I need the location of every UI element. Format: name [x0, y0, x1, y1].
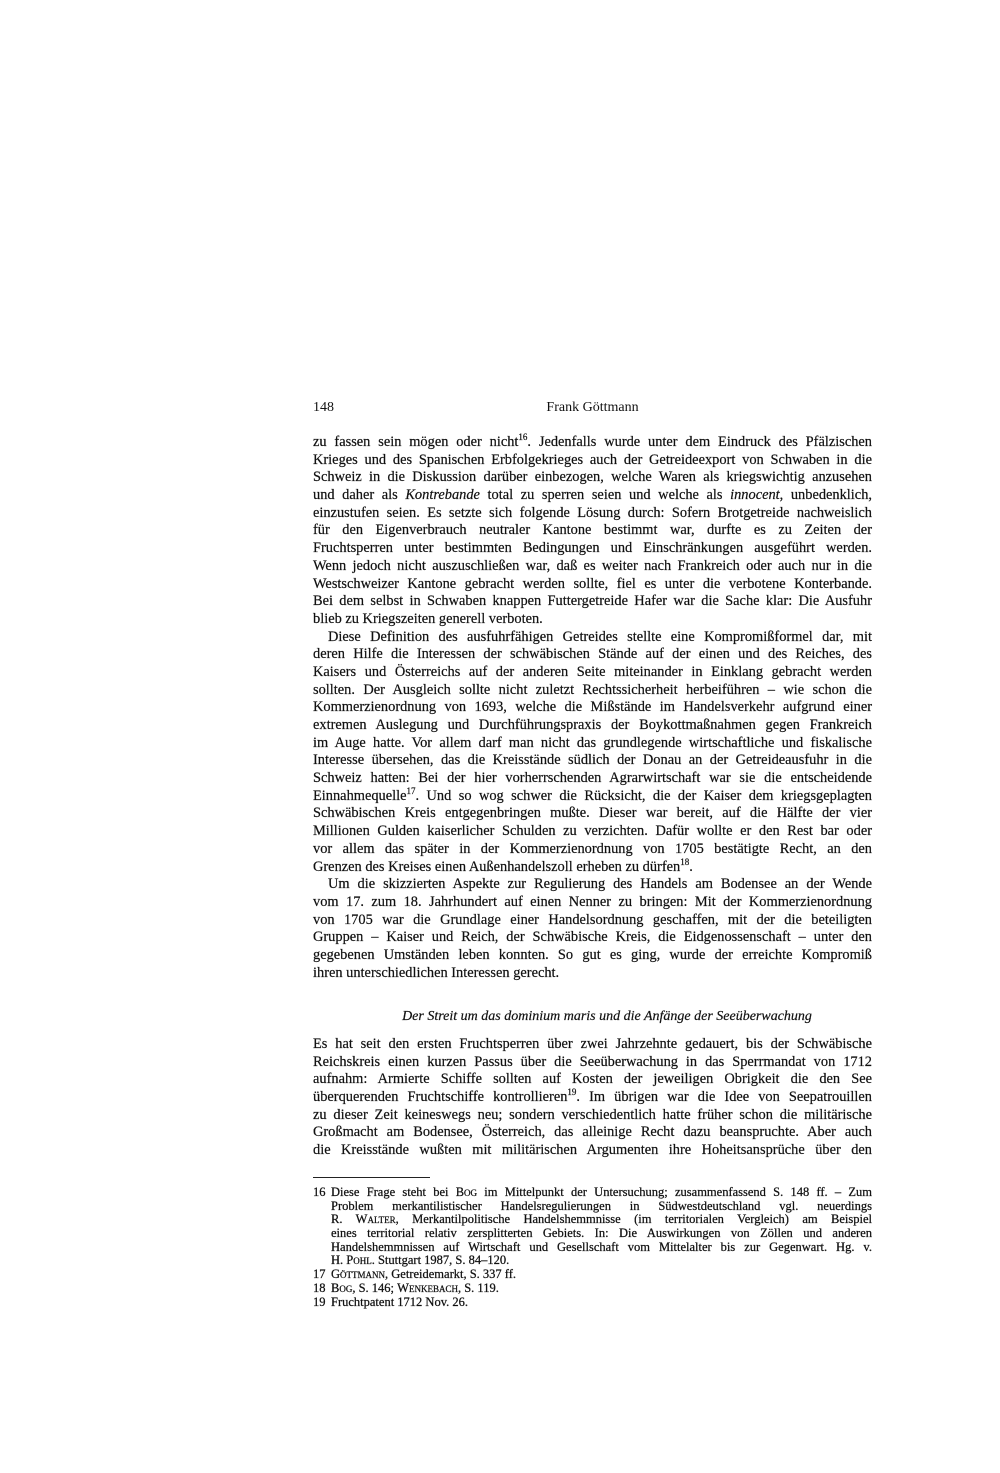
- footnote: [313, 1186, 872, 1268]
- text-line: [313, 434, 872, 452]
- footnote-line: [331, 1213, 872, 1227]
- cited-author: H. Pohl: [331, 1253, 372, 1268]
- footnotes: [313, 1186, 872, 1309]
- footnote-line: [331, 1186, 872, 1200]
- footnote-ref: 19: [567, 1087, 577, 1098]
- body-paragraph: [313, 876, 872, 982]
- footnote-line: [331, 1268, 872, 1282]
- text-line: einzustufen seien. Es setzte sich folgende Lösung durch: Sofern Brotgetreide nachweislich: [313, 504, 872, 521]
- text-line: Es hat seit den ersten Fruchtsperren über zwei Jahrzehnte gedauert, bis der Schwäbische: [313, 1036, 872, 1052]
- footnote-line: [331, 1254, 872, 1268]
- text-line: die Kreisstände wußten mit militärischen Argumenten ihre Hoheitsansprüche über den: [313, 1142, 872, 1159]
- text-line: Schweiz in die Diskussion darüber einbezogen, welche Waren als kriegswichtig anzusehen: [313, 469, 872, 486]
- text-run: im Mittelpunkt der Untersuchung; zusammenfassend S. 148 ff. – Zum: [477, 1185, 872, 1199]
- text-run: , Merkantilpolitische Handelshemmnisse (im territorialen Vergleich) am Beispiel: [395, 1212, 872, 1227]
- text-line: Interesse übersehen, das die Kreisstände südlich der Donau an der Getreideausfuhr in die: [313, 752, 872, 769]
- text-line: Bei dem selbst in Schwaben knappen Futtergetreide Hafer war die Sache klar: Die Ausfuhr: [313, 593, 872, 610]
- text-line: zu dieser Zeit keineswegs neu; sondern verschiedentlich hatte früher schon die militärische: [313, 1106, 872, 1123]
- text-line: für den Eigenverbrauch neutraler Kantone bestimmt war, durfte es zu Zeiten der: [313, 522, 872, 539]
- text-run: total zu sperren seien und welche als: [479, 487, 731, 504]
- footnote-line: Fruchtpatent 1712 Nov. 26.: [331, 1294, 469, 1309]
- main-text: [313, 434, 872, 982]
- footnote-line: [331, 1282, 872, 1296]
- text-run: . Und so wog schwer die Rücksicht, die der Kaiser dem kriegsgeplagten: [415, 787, 872, 804]
- text-line: Schweiz hatten: Bei der hier vorherrschenden Agrarwirtschaft war sie die entscheidende: [313, 770, 872, 787]
- text-line: Gruppen – Kaiser und Reich, der Schwäbische Kreis, die Eidgenossenschaft – unter den: [313, 929, 872, 946]
- text-line: Westschweizer Kantone gebracht werden sollte, fiel es unter die verbotene Konterbande.: [313, 575, 872, 592]
- footnote-ref: 16: [518, 432, 528, 442]
- footnote-line: Problem merkantilistischer Handelsregulierungen in Südwestdeutschland vgl. neuerdings: [331, 1198, 872, 1213]
- cited-author: Bog: [331, 1280, 353, 1295]
- text-line: Reichskreis einen kurzen Passus über die Seeüberwachung in das Sperrmandat von 1712: [313, 1053, 872, 1070]
- text-run: , S. 146;: [352, 1280, 398, 1295]
- text-line: Wenn jedoch nicht auszuschließen war, daß es weiter nach Frankreich oder auch nur in die: [313, 557, 872, 574]
- text-run: Grenzen des Kreises einen Außenhandelszoll erheben zu dürfen: [313, 858, 681, 875]
- page-number: 148: [313, 400, 334, 415]
- text-line: im Auge hatte. Vor allem darf man nicht das grundlegende wirtschaftliche und fiskalische: [313, 734, 872, 751]
- footnote: [313, 1268, 872, 1282]
- text-line: [313, 856, 872, 877]
- text-run: überquerenden Fruchtschiffe kontrollieren: [313, 1089, 568, 1106]
- footnote-number: 19: [313, 1294, 326, 1309]
- text-line: von 1705 war die Grundlage einer Handelsordnung geschaffen, mit der die beteiligten: [313, 911, 872, 928]
- text-line: Schwäbischen Kreis entgegenbringen mußte. Dieser war bereit, auf die Hälfte der vier: [313, 805, 872, 822]
- section-heading: Der Streit um das dominium maris und die Anfänge der Seeüberwachung: [402, 1009, 812, 1024]
- footnote-number: 18: [313, 1280, 326, 1295]
- italic-term: Kontrebande: [405, 487, 480, 504]
- text-line: Millionen Gulden kaiserlicher Schulden zu verzichten. Dafür wollte er den Rest bar oder: [313, 823, 872, 840]
- text-line: deren Hilfe die Interessen der schwäbischen Stände auf der einen und des Reiches, des: [313, 646, 872, 663]
- footnote-line: eines territorial relativ zersplitterten Gebiets. In: Die Auswirkungen von Zöllen und anderen: [331, 1226, 872, 1241]
- text-line: Krieges und des Spanischen Erbfolgekrieges auch der Getreideexport von Schwaben in die: [313, 451, 872, 468]
- page-header: [313, 400, 872, 416]
- text-line: [313, 1089, 872, 1107]
- text-line: [313, 487, 872, 505]
- text-run: Diese Frage steht bei: [331, 1185, 456, 1199]
- footnote-rule: [313, 1177, 430, 1178]
- text-run: Einnahmequelle: [313, 787, 407, 804]
- text-line: gegebenen Umständen leben konnten. So gut es ging, wurde der erreichte Kompromiß: [313, 946, 872, 963]
- text-line: sollten. Der Ausgleich sollte nicht zuletzt Rechtssicherheit herbeiführen – wie schon die: [313, 681, 872, 698]
- text-line: [313, 785, 872, 806]
- footnote-ref: 17: [406, 785, 416, 796]
- text-run: . Stuttgart 1987, S. 84–120.: [371, 1253, 510, 1268]
- footnote: [313, 1296, 872, 1310]
- text-run: zu fassen sein mögen oder nicht: [313, 434, 519, 450]
- footnote: [313, 1282, 872, 1296]
- text-line: Kaisers und Österreichs auf der anderen Seite miteinander in Einklang gebracht werden: [313, 663, 872, 680]
- italic-term: innocent: [730, 487, 780, 504]
- text-run: . Im übrigen war die Idee von Seepatrouillen: [576, 1089, 872, 1106]
- footnote-line: Handelshemmnissen auf Wirtschaft und Gesellschaft vom Mittelalter bis zur Gegenwart. Hg. v.: [331, 1239, 872, 1254]
- text-run: , S. 119.: [457, 1280, 499, 1295]
- text-line: Um die skizzierten Aspekte zur Regulierung des Handels am Bodensee an der Wende: [328, 876, 872, 893]
- text-run: und daher als: [313, 487, 406, 504]
- text-run: , Getreidemarkt, S. 337 ff.: [385, 1267, 517, 1282]
- text-run: . Jedenfalls wurde unter dem Eindruck des Pfälzischen: [527, 434, 872, 450]
- text-line: vor allem das später in der Kommerzienordnung von 1705 bestätigte Recht, an den: [313, 840, 872, 857]
- text-line: Großmacht am Bodensee, Österreich, das alleinige Recht dazu beanspruchte. Aber auch: [313, 1124, 872, 1141]
- running-head-author: Frank Göttmann: [546, 400, 639, 415]
- section-text: [313, 1036, 872, 1160]
- text-line: vom 17. zum 18. Jahrhundert auf einen Nenner zu bringen: Mit der Kommerzienordnung: [313, 893, 872, 910]
- footnote-ref: 18: [680, 856, 690, 867]
- text-line: blieb zu Kriegszeiten generell verboten.: [313, 610, 543, 627]
- cited-author: Göttmann: [331, 1267, 386, 1282]
- text-run: .: [689, 858, 693, 875]
- body-paragraph: [313, 1036, 872, 1160]
- cited-author: R. Walter: [331, 1212, 396, 1227]
- text-line: Kommerzienordnung von 1693, welche die Mißstände im Handelsverkehr aufgrund einer: [313, 699, 872, 716]
- cited-author: Bog: [455, 1185, 478, 1199]
- cited-author: Wenkebach: [397, 1280, 458, 1295]
- body-paragraph: [313, 629, 872, 877]
- text-line: ihren unterschiedlichen Interessen gerecht.: [313, 964, 560, 981]
- text-line: Fruchtsperren unter bestimmten Bedingungen und Einschränkungen ausgeführt werden.: [313, 540, 872, 557]
- text-run: , unbedenklich,: [779, 487, 872, 504]
- text-line: aufnahm: Armierte Schiffe sollten auf Kosten der jeweiligen Obrigkeit die den See: [313, 1071, 872, 1088]
- text-line: extremen Auslegung und Durchführungspraxis der Boykottmaßnahmen gegen Frankreich: [313, 717, 872, 733]
- footnote-number: 17: [313, 1267, 326, 1282]
- footnote-number: 16: [313, 1185, 326, 1199]
- text-line: Diese Definition des ausfuhrfähigen Getreides stellte eine Kompromißformel dar, mit: [328, 628, 872, 645]
- body-paragraph: [313, 434, 872, 629]
